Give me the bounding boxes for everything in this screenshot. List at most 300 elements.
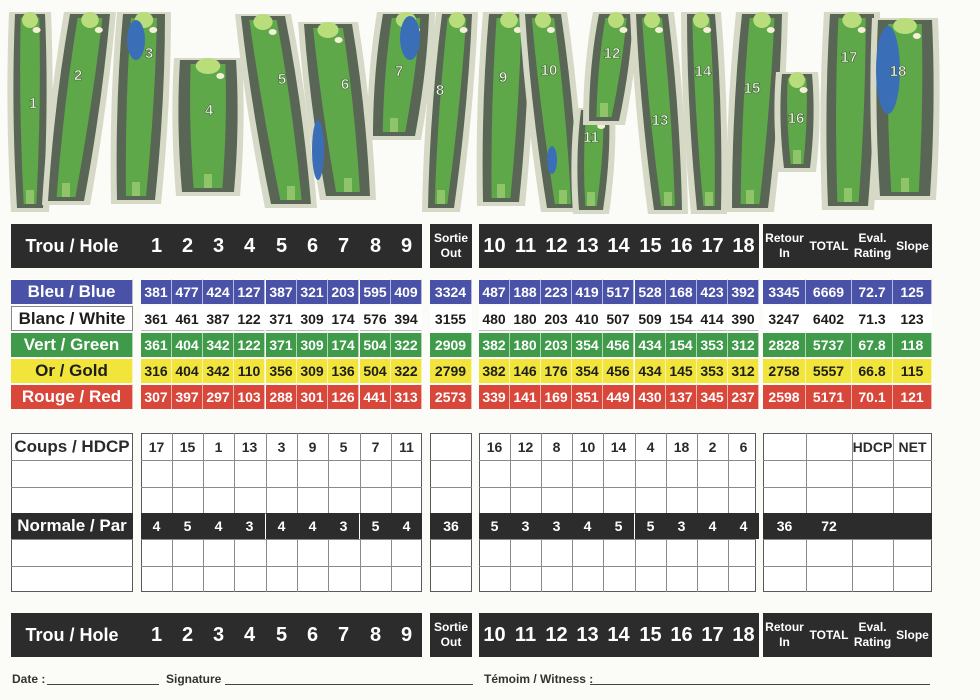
- hole-number-header: 7: [328, 613, 359, 657]
- score-entry-cell[interactable]: [541, 460, 572, 486]
- tee-distance-cell: 381: [141, 279, 172, 304]
- tee-slope: 123: [893, 306, 932, 331]
- water-hazard: [312, 120, 324, 180]
- player-name-field[interactable]: [11, 487, 133, 513]
- tee-distance-cell: 176: [541, 358, 572, 383]
- tee-in-total: 2598: [763, 384, 806, 409]
- score-entry-cell[interactable]: [360, 487, 391, 513]
- out-score-entry[interactable]: [430, 539, 472, 565]
- score-entry-cell[interactable]: [141, 487, 172, 513]
- tee-distance-cell: 309: [297, 306, 328, 331]
- score-entry-cell[interactable]: [510, 566, 541, 592]
- tee-distance-cell: 576: [360, 306, 391, 331]
- score-entry-cell[interactable]: [360, 539, 391, 565]
- out-header: [430, 224, 472, 268]
- tee-distance-cell: 509: [635, 306, 666, 331]
- score-entry-cell[interactable]: [697, 460, 728, 486]
- tee-label-blue: Bleu / Blue: [11, 279, 133, 304]
- hole-number-header: 14: [603, 224, 634, 268]
- tee-distance-cell: 141: [510, 384, 541, 409]
- in-header-bottom: In: [779, 635, 790, 649]
- score-entry-cell[interactable]: [666, 487, 697, 513]
- tee-distance-cell: 371: [266, 306, 297, 331]
- hole-handicap-cell: 18: [673, 438, 690, 455]
- hole-map-number: 12: [603, 45, 621, 62]
- score-entry-cell[interactable]: [297, 566, 328, 592]
- tee-distance-cell: 322: [391, 332, 422, 357]
- hole-number-header: 15: [635, 224, 666, 268]
- score-entry-cell[interactable]: [510, 487, 541, 513]
- tee-distance-cell: 397: [172, 384, 203, 409]
- tee-distance-cell: 449: [603, 384, 634, 409]
- tee-distance-cell: 223: [541, 279, 572, 304]
- hole-number-header: 8: [360, 224, 391, 268]
- total-score-entry[interactable]: [852, 487, 893, 513]
- hole-handicap-cell: 10: [579, 438, 596, 455]
- tee-distance-cell: 188: [510, 279, 541, 304]
- score-entry-cell[interactable]: [391, 487, 422, 513]
- hole-handicap-cell: 9: [308, 438, 317, 455]
- out-header-bottom: Out: [440, 246, 462, 260]
- hole-number-header: 13: [572, 224, 603, 268]
- hole-header-label: Trou / Hole: [11, 613, 133, 657]
- tee-distance-cell: 312: [728, 358, 759, 383]
- tee-label-red: Rouge / Red: [11, 384, 133, 409]
- tee-label-white: Blanc / White: [11, 306, 133, 331]
- total-header: TOTAL: [806, 613, 852, 657]
- hole-number-header: 12: [541, 613, 572, 657]
- tee-distance-cell: 441: [360, 384, 391, 409]
- score-entry-cell[interactable]: [728, 460, 759, 486]
- score-entry-cell[interactable]: [697, 487, 728, 513]
- tee-slope: 115: [893, 358, 932, 383]
- out-score-entry[interactable]: [430, 566, 472, 592]
- hole-par-cell: 3: [328, 513, 359, 539]
- tee-distance-cell: 122: [234, 332, 265, 357]
- total-score-entry[interactable]: [806, 539, 852, 565]
- score-entry-cell[interactable]: [141, 539, 172, 565]
- tee-out-total: 2799: [430, 358, 472, 383]
- hole-map-number: 4: [204, 102, 214, 119]
- hole-number-header: 2: [172, 613, 203, 657]
- hole-handicap-cell: 7: [371, 438, 380, 455]
- net-column-label: NET: [898, 438, 927, 455]
- score-entry-cell[interactable]: [603, 487, 634, 513]
- hole-number-header: 11: [510, 613, 541, 657]
- tee-grand-total: 5171: [806, 384, 852, 409]
- tee-distance-cell: 309: [297, 358, 328, 383]
- score-entry-cell[interactable]: [297, 487, 328, 513]
- hole-drawing: [583, 12, 639, 125]
- hole-map-number: 7: [394, 63, 404, 80]
- water-hazard: [547, 146, 557, 174]
- score-entry-cell[interactable]: [541, 487, 572, 513]
- hole-number-header: 16: [666, 224, 697, 268]
- hole-map-number: 14: [694, 63, 712, 80]
- total-score-entry[interactable]: [852, 539, 893, 565]
- score-entry-cell[interactable]: [572, 460, 603, 486]
- date-label: Date :: [12, 672, 46, 686]
- tee-distance-cell: 309: [297, 332, 328, 357]
- hole-number-header: 13: [572, 613, 603, 657]
- hole-map-number: 18: [889, 63, 907, 80]
- hole-number-header: 4: [234, 224, 265, 268]
- tee-distance-cell: 237: [728, 384, 759, 409]
- tee-distance-cell: 461: [172, 306, 203, 331]
- total-score-entry[interactable]: [763, 487, 806, 513]
- tee-distance-cell: 174: [328, 332, 359, 357]
- tee-distance-cell: 354: [572, 332, 603, 357]
- score-entry-cell[interactable]: [297, 539, 328, 565]
- player-name-field[interactable]: [11, 566, 133, 592]
- score-entry-cell[interactable]: [203, 460, 234, 486]
- tee-distance-cell: 154: [666, 332, 697, 357]
- score-entry-cell[interactable]: [572, 566, 603, 592]
- out-score-entry[interactable]: [430, 487, 472, 513]
- tee-rating: 66.8: [852, 358, 893, 383]
- tee-grand-total: 5737: [806, 332, 852, 357]
- tee-distance-cell: 313: [391, 384, 422, 409]
- total-score-entry[interactable]: [893, 539, 932, 565]
- tee-distance-cell: 410: [572, 306, 603, 331]
- score-entry-cell[interactable]: [635, 487, 666, 513]
- hole-par-cell: 5: [603, 513, 634, 539]
- tee-distance-cell: 387: [266, 279, 297, 304]
- tee-distance-cell: 477: [172, 279, 203, 304]
- tee-distance-cell: 404: [172, 332, 203, 357]
- score-entry-cell[interactable]: [203, 539, 234, 565]
- tee-distance-cell: 430: [635, 384, 666, 409]
- hole-par-cell: 4: [297, 513, 328, 539]
- signature-label: Signature: [166, 672, 222, 686]
- tee-distance-cell: 342: [203, 332, 234, 357]
- score-entry-cell[interactable]: [391, 460, 422, 486]
- tee-distance-cell: 122: [234, 306, 265, 331]
- tee-distance-cell: 382: [479, 358, 510, 383]
- score-entry-cell[interactable]: [603, 566, 634, 592]
- score-entry-cell[interactable]: [666, 460, 697, 486]
- tee-distance-cell: 316: [141, 358, 172, 383]
- hole-map-number: 8: [435, 82, 445, 99]
- score-entry-cell[interactable]: [266, 487, 297, 513]
- hole-par-cell: 5: [360, 513, 391, 539]
- hole-number-header: 14: [603, 613, 634, 657]
- hole-handicap-cell: 6: [739, 438, 748, 455]
- tee-distance-cell: 312: [728, 332, 759, 357]
- tee-distance-cell: 322: [391, 358, 422, 383]
- score-entry-cell[interactable]: [141, 460, 172, 486]
- score-entry-cell[interactable]: [479, 460, 510, 486]
- total-score-entry[interactable]: [893, 487, 932, 513]
- hole-par-cell: 4: [728, 513, 759, 539]
- tee-distance-cell: 456: [603, 358, 634, 383]
- hole-number-header: 2: [172, 224, 203, 268]
- tee-distance-cell: 168: [666, 279, 697, 304]
- hole-handicap-cell: 14: [610, 438, 627, 455]
- hole-map-number: 10: [540, 62, 558, 79]
- hole-map-number: 2: [73, 67, 83, 84]
- hole-handicap-cell: 16: [486, 438, 503, 455]
- tee-distance-cell: 203: [541, 332, 572, 357]
- tee-distance-cell: 392: [728, 279, 759, 304]
- hole-par-cell: 5: [635, 513, 666, 539]
- score-entry-cell[interactable]: [572, 487, 603, 513]
- hole-map-number: 11: [583, 129, 599, 146]
- tee-distance-cell: 394: [391, 306, 422, 331]
- in-header: [763, 224, 806, 268]
- score-entry-cell[interactable]: [479, 539, 510, 565]
- out-score-entry[interactable]: [430, 460, 472, 486]
- hole-par-cell: 5: [172, 513, 203, 539]
- hole-number-header: 17: [697, 224, 728, 268]
- player-name-field[interactable]: [11, 460, 133, 486]
- total-score-entry[interactable]: [806, 460, 852, 486]
- score-entry-cell[interactable]: [297, 460, 328, 486]
- par-grand-total: 72: [806, 513, 852, 539]
- tee-distance-cell: 174: [328, 306, 359, 331]
- score-entry-cell[interactable]: [172, 460, 203, 486]
- tee-distance-cell: 169: [541, 384, 572, 409]
- hole-par-cell: 4: [203, 513, 234, 539]
- signature-field[interactable]: [225, 684, 473, 685]
- hole-handicap-cell: 17: [148, 438, 165, 455]
- tee-rating: 72.7: [852, 279, 893, 304]
- total-score-entry[interactable]: [763, 460, 806, 486]
- hole-handicap-cell: 12: [517, 438, 534, 455]
- hole-number-header: 3: [203, 613, 234, 657]
- hole-number-header: 18: [728, 613, 759, 657]
- hole-number-header: 1: [141, 224, 172, 268]
- score-entry-cell[interactable]: [328, 460, 359, 486]
- tee-distance-cell: 127: [234, 279, 265, 304]
- hole-number-header: 16: [666, 613, 697, 657]
- tee-distance-cell: 110: [234, 358, 265, 383]
- tee-distance-cell: 145: [666, 358, 697, 383]
- hole-handicap-cell: 1: [214, 438, 223, 455]
- score-entry-cell[interactable]: [234, 460, 265, 486]
- signature-footer: [0, 670, 980, 690]
- hole-par-cell: 3: [234, 513, 265, 539]
- tee-distance-cell: 517: [603, 279, 634, 304]
- hole-number-header: 1: [141, 613, 172, 657]
- score-entry-cell[interactable]: [666, 566, 697, 592]
- score-entry-cell[interactable]: [203, 566, 234, 592]
- total-score-entry[interactable]: [806, 566, 852, 592]
- total-score-entry[interactable]: [852, 566, 893, 592]
- score-entry-cell[interactable]: [666, 539, 697, 565]
- tee-distance-cell: 382: [479, 332, 510, 357]
- score-entry-cell[interactable]: [541, 566, 572, 592]
- tee-distance-cell: 203: [541, 306, 572, 331]
- score-entry-cell[interactable]: [697, 539, 728, 565]
- hole-drawing: [172, 58, 243, 196]
- total-score-entry[interactable]: [763, 539, 806, 565]
- tee-distance-cell: 456: [603, 332, 634, 357]
- total-score-entry[interactable]: [893, 460, 932, 486]
- score-entry-cell[interactable]: [328, 487, 359, 513]
- date-field[interactable]: [47, 684, 159, 685]
- tee-distance-cell: 404: [172, 358, 203, 383]
- hole-number-header: 6: [297, 224, 328, 268]
- score-entry-cell[interactable]: [360, 460, 391, 486]
- hole-number-header: 10: [479, 613, 510, 657]
- total-score-entry[interactable]: [806, 487, 852, 513]
- tee-distance-cell: 146: [510, 358, 541, 383]
- hole-handicap-cell: 15: [179, 438, 196, 455]
- in-header-top: Retour: [765, 231, 804, 245]
- total-score-entry[interactable]: [893, 566, 932, 592]
- score-entry-cell[interactable]: [728, 487, 759, 513]
- tee-rating: 71.3: [852, 306, 893, 331]
- total-score-entry[interactable]: [763, 566, 806, 592]
- hole-par-cell: 4: [266, 513, 297, 539]
- hole-map-number: 16: [787, 110, 805, 127]
- hole-handicap-cell: 13: [241, 438, 258, 455]
- hole-number-header: 15: [635, 613, 666, 657]
- tee-distance-cell: 356: [266, 358, 297, 383]
- hole-number-header: 7: [328, 224, 359, 268]
- score-entry-cell[interactable]: [234, 539, 265, 565]
- score-entry-cell[interactable]: [603, 460, 634, 486]
- total-score-entry[interactable]: [852, 460, 893, 486]
- hole-handicap-cell: 11: [399, 438, 414, 455]
- tee-distance-cell: 301: [297, 384, 328, 409]
- hole-number-header: 5: [266, 224, 297, 268]
- tee-distance-cell: 528: [635, 279, 666, 304]
- tee-in-total: 2758: [763, 358, 806, 383]
- tee-slope: 118: [893, 332, 932, 357]
- score-entry-cell[interactable]: [234, 487, 265, 513]
- score-entry-cell[interactable]: [172, 566, 203, 592]
- score-entry-cell[interactable]: [479, 566, 510, 592]
- tee-distance-cell: 507: [603, 306, 634, 331]
- hole-number-header: 17: [697, 613, 728, 657]
- tee-distance-cell: 423: [697, 279, 728, 304]
- out-header: [430, 613, 472, 657]
- hole-par-cell: 4: [572, 513, 603, 539]
- tee-distance-cell: 504: [360, 332, 391, 357]
- rating-header-bottom: Rating: [853, 635, 892, 649]
- score-entry-cell[interactable]: [360, 566, 391, 592]
- hole-number-header: 10: [479, 224, 510, 268]
- hole-drawing: [42, 12, 116, 205]
- score-entry-cell[interactable]: [479, 487, 510, 513]
- score-entry-cell[interactable]: [172, 539, 203, 565]
- score-entry-cell[interactable]: [510, 460, 541, 486]
- par-in-total: 36: [763, 513, 806, 539]
- score-entry-cell[interactable]: [541, 539, 572, 565]
- hole-par-cell: 4: [697, 513, 728, 539]
- hole-number-header: 9: [391, 224, 422, 268]
- hdcp-column-label: HDCP: [852, 438, 893, 455]
- score-entry-cell[interactable]: [728, 566, 759, 592]
- hole-map-number: 17: [840, 49, 858, 66]
- tee-distance-cell: 342: [203, 358, 234, 383]
- tee-out-total: 3324: [430, 279, 472, 304]
- tee-distance-cell: 504: [360, 358, 391, 383]
- tee-distance-cell: 180: [510, 332, 541, 357]
- course-holes-map: [0, 0, 980, 218]
- score-entry-cell[interactable]: [697, 566, 728, 592]
- score-entry-cell[interactable]: [328, 539, 359, 565]
- player-name-field[interactable]: [11, 539, 133, 565]
- score-entry-cell[interactable]: [203, 487, 234, 513]
- hole-number-header: 8: [360, 613, 391, 657]
- tee-distance-cell: 480: [479, 306, 510, 331]
- hole-map-number: 3: [144, 45, 154, 62]
- tee-distance-cell: 180: [510, 306, 541, 331]
- par-label: Normale / Par: [11, 513, 133, 539]
- hole-par-cell: 3: [666, 513, 697, 539]
- holes-illustration: [0, 0, 980, 218]
- score-entry-cell[interactable]: [572, 539, 603, 565]
- tee-distance-cell: 371: [266, 332, 297, 357]
- tee-distance-cell: 203: [328, 279, 359, 304]
- tee-distance-cell: 339: [479, 384, 510, 409]
- score-entry-cell[interactable]: [328, 566, 359, 592]
- hole-map-number: 5: [277, 71, 287, 88]
- score-entry-cell[interactable]: [391, 539, 422, 565]
- hole-handicap-cell: 3: [277, 438, 286, 455]
- hole-number-header: 12: [541, 224, 572, 268]
- score-entry-cell[interactable]: [391, 566, 422, 592]
- tee-distance-cell: 354: [572, 358, 603, 383]
- witness-field[interactable]: [590, 684, 930, 685]
- score-entry-cell[interactable]: [172, 487, 203, 513]
- par-rating-blank: [852, 513, 893, 539]
- hole-handicap-cell: 5: [339, 438, 348, 455]
- score-entry-cell[interactable]: [510, 539, 541, 565]
- score-entry-cell[interactable]: [603, 539, 634, 565]
- tee-distance-cell: 595: [360, 279, 391, 304]
- witness-label: Témoim / Witness :: [484, 672, 594, 686]
- out-header-top: Sortie: [433, 231, 468, 245]
- score-entry-cell[interactable]: [141, 566, 172, 592]
- tee-distance-cell: 414: [697, 306, 728, 331]
- hole-number-header: 11: [510, 224, 541, 268]
- hole-handicap-cell: 4: [646, 438, 655, 455]
- tee-distance-cell: 390: [728, 306, 759, 331]
- tee-distance-cell: 409: [391, 279, 422, 304]
- rating-header-top: Eval.: [858, 231, 887, 245]
- tee-distance-cell: 434: [635, 358, 666, 383]
- in-header-top: Retour: [765, 620, 804, 634]
- score-entry-cell[interactable]: [234, 566, 265, 592]
- hole-drawing: [681, 12, 727, 214]
- tee-out-total: 2573: [430, 384, 472, 409]
- tee-distance-cell: 487: [479, 279, 510, 304]
- tee-distance-cell: 387: [203, 306, 234, 331]
- score-entry-cell[interactable]: [635, 539, 666, 565]
- hole-number-header: 18: [728, 224, 759, 268]
- score-entry-cell[interactable]: [266, 566, 297, 592]
- tee-distance-cell: 288: [266, 384, 297, 409]
- score-entry-cell[interactable]: [266, 460, 297, 486]
- tee-label-gold: Or / Gold: [11, 358, 133, 383]
- tee-grand-total: 6402: [806, 306, 852, 331]
- tee-distance-cell: 297: [203, 384, 234, 409]
- slope-header: Slope: [893, 224, 932, 268]
- tee-grand-total: 5557: [806, 358, 852, 383]
- tee-label-green: Vert / Green: [11, 332, 133, 357]
- score-entry-cell[interactable]: [635, 460, 666, 486]
- tee-distance-cell: 137: [666, 384, 697, 409]
- score-entry-cell[interactable]: [635, 566, 666, 592]
- score-entry-cell[interactable]: [728, 539, 759, 565]
- tee-slope: 121: [893, 384, 932, 409]
- hole-number-header: 9: [391, 613, 422, 657]
- score-entry-cell[interactable]: [266, 539, 297, 565]
